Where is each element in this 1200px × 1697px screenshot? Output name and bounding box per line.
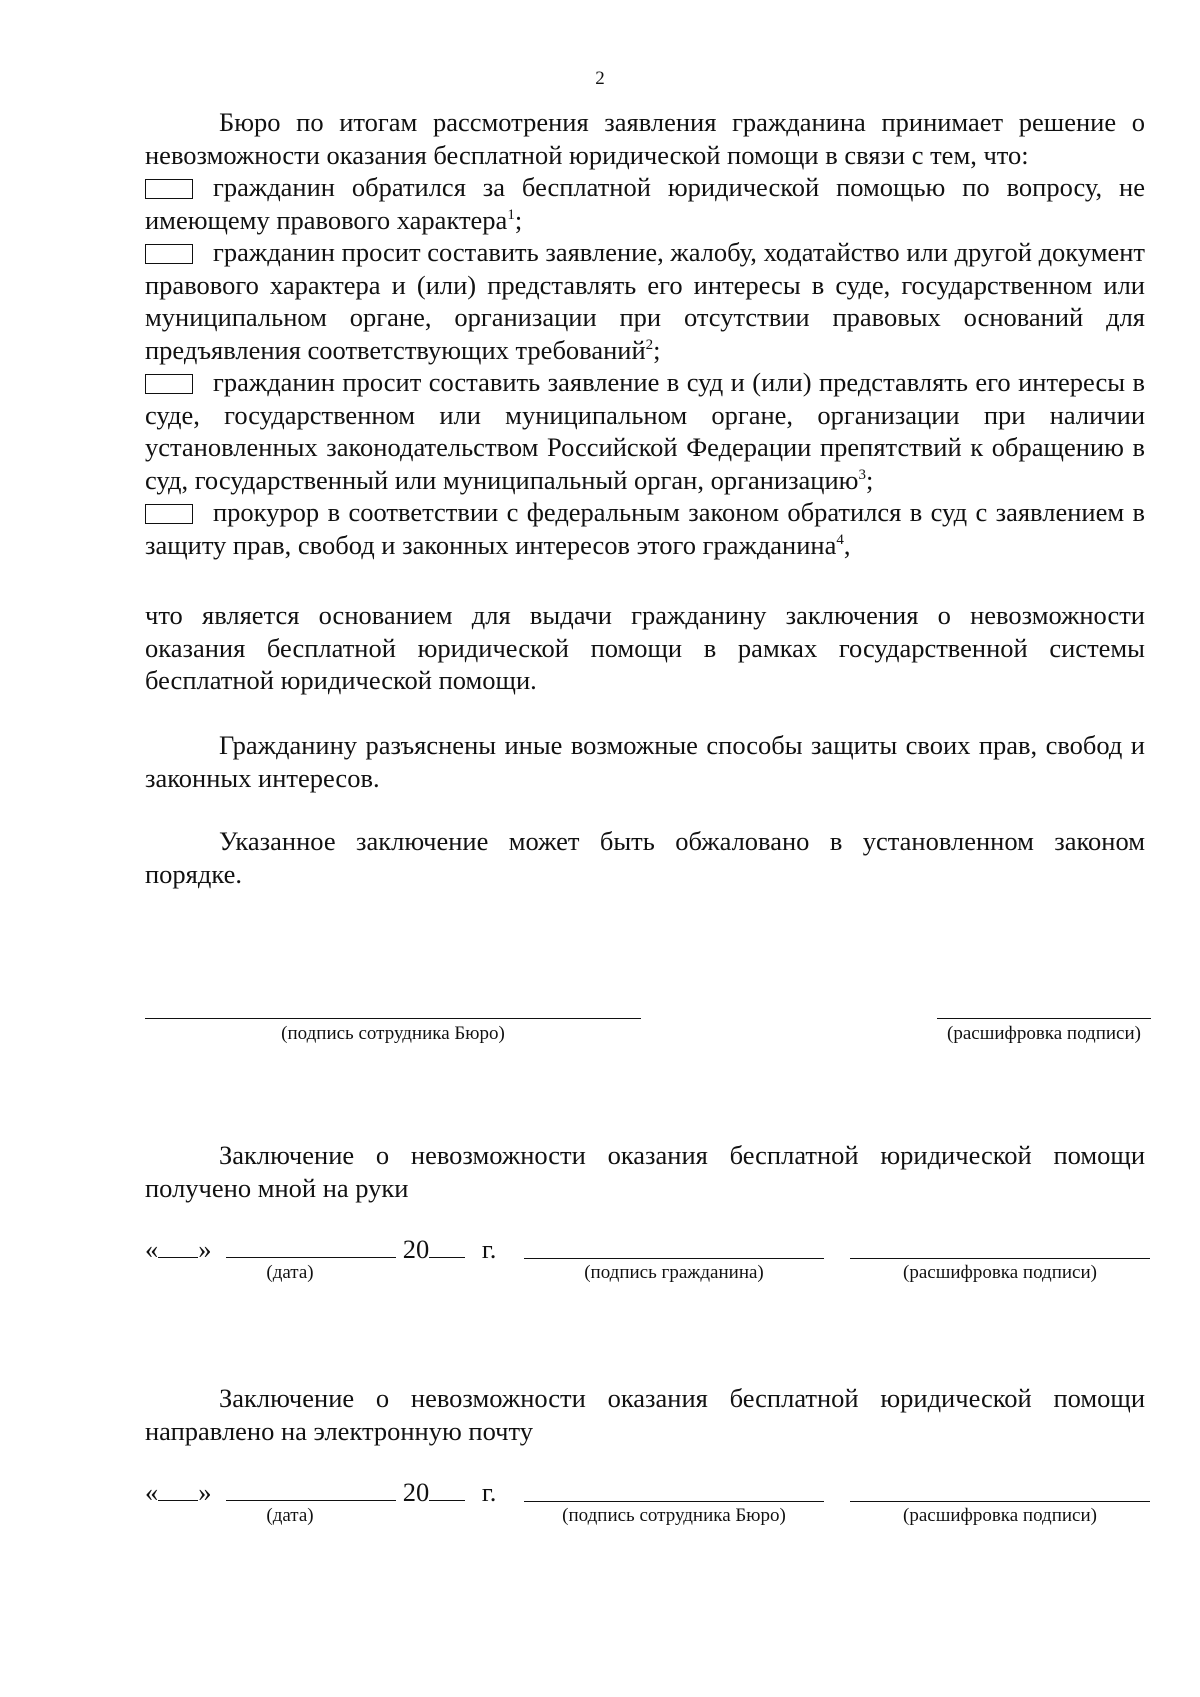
option-obstacles-text: гражданин просит составить заявление в суд и (или) представлять его интересы в суде, государственном или муниципальном органе, организации при наличии установленных законодательством Российской Федерации препятствий к обращению в суд, государственный или муниципальный орган, организацию <box>145 367 1145 495</box>
option-no-grounds-text: гражданин просит составить заявление, жалобу, ходатайство или другой документ правового характера и (или) представлять его интересы в суде, государственном или муниципальном органе, организации при отсутствии правовых оснований для предъявления соответствующих требований <box>145 237 1145 365</box>
citizen-signature-line[interactable] <box>524 1258 824 1259</box>
sent-decode-line[interactable] <box>850 1501 1150 1502</box>
citizen-signature-caption: (подпись гражданина) <box>584 1262 764 1283</box>
sent-month-field[interactable] <box>226 1478 396 1501</box>
sent-date-row: « » 20 г. <box>145 1477 497 1507</box>
option-prosecutor-text: прокурор в соответствии с федеральным законом обратился в суд с заявлением в защиту прав, свобод и законных интересов этого гражданина <box>145 497 1145 560</box>
received-day-field[interactable] <box>158 1235 198 1258</box>
citizen-decode-line[interactable] <box>850 1258 1150 1259</box>
option-prosecutor: прокурор в соответствии с федеральным законом обратился в суд с заявлением в защиту прав, свобод и законных интересов этого гражданина$^4$, <box>145 497 1145 560</box>
employee-signature-caption: (подпись сотрудника Бюро) <box>281 1023 505 1044</box>
received-date-row: « » 20 г. <box>145 1234 497 1264</box>
employee-decode-caption: (расшифровка подписи) <box>947 1023 1141 1044</box>
sent-year-field[interactable] <box>429 1478 465 1501</box>
sent-employee-signature-line[interactable] <box>524 1501 824 1502</box>
sent-day-field[interactable] <box>158 1478 198 1501</box>
sent-decode-caption: (расшифровка подписи) <box>903 1505 1097 1526</box>
checkbox-obstacles[interactable] <box>145 374 193 394</box>
options-list <box>145 171 1145 561</box>
intro-paragraph: Бюро по итогам рассмотрения заявления гражданина принимает решение о невозможности оказания бесплатной юридической помощи в связи с тем, что: <box>145 107 1145 170</box>
citizen-decode-caption: (расшифровка подписи) <box>903 1262 1097 1283</box>
received-month-field[interactable] <box>226 1235 396 1258</box>
sent-paragraph: Заключение о невозможности оказания бесплатной юридической помощи направлено на электронную почту <box>145 1383 1145 1446</box>
option-no-grounds: гражданин просит составить заявление, жалобу, ходатайство или другой документ правового характера и (или) представлять его интересы в суде, государственном или муниципальном органе, организации при отсутствии правовых оснований для предъявления соответствующих требований$^2$; <box>145 237 1145 365</box>
sent-date-caption: (дата) <box>266 1505 314 1526</box>
received-date-caption: (дата) <box>266 1262 314 1283</box>
page-number: 2 <box>595 68 605 89</box>
checkbox-not-legal[interactable] <box>145 179 193 199</box>
received-paragraph: Заключение о невозможности оказания бесплатной юридической помощи получено мной на руки <box>145 1140 1145 1203</box>
appeal-paragraph: Указанное заключение может быть обжаловано в установленном законом порядке. <box>145 826 1145 889</box>
conclusion-paragraph: что является основанием для выдачи гражданину заключения о невозможности оказания бесплатной юридической помощи в рамках государственной системы бесплатной юридической помощи. <box>145 600 1145 695</box>
option-obstacles: гражданин просит составить заявление в суд и (или) представлять его интересы в суде, государственном или муниципальном органе, организации при наличии установленных законодательством Российской Федерации препятствий к обращению в суд, государственный или муниципальный орган, организацию$^3$; <box>145 367 1145 495</box>
option-not-legal: гражданин обратился за бесплатной юридической помощью по вопросу, не имеющему правового характера$^1$; <box>145 172 1145 235</box>
option-not-legal-text: гражданин обратился за бесплатной юридической помощью по вопросу, не имеющему правового характера <box>145 172 1145 235</box>
employee-decode-line[interactable] <box>937 1018 1151 1019</box>
checkbox-prosecutor[interactable] <box>145 504 193 524</box>
footnote-ref-4: 4 <box>836 531 844 548</box>
sent-employee-signature-caption: (подпись сотрудника Бюро) <box>562 1505 786 1526</box>
footnote-ref-2: 2 <box>645 336 654 353</box>
employee-signature-line[interactable] <box>145 1018 641 1019</box>
received-year-field[interactable] <box>429 1235 465 1258</box>
footnote-ref-3: 3 <box>858 466 866 483</box>
explained-paragraph: Гражданину разъяснены иные возможные способы защиты своих прав, свобод и законных интересов. <box>145 730 1145 793</box>
footnote-ref-1: 1 <box>507 206 515 223</box>
checkbox-no-grounds[interactable] <box>145 244 193 264</box>
